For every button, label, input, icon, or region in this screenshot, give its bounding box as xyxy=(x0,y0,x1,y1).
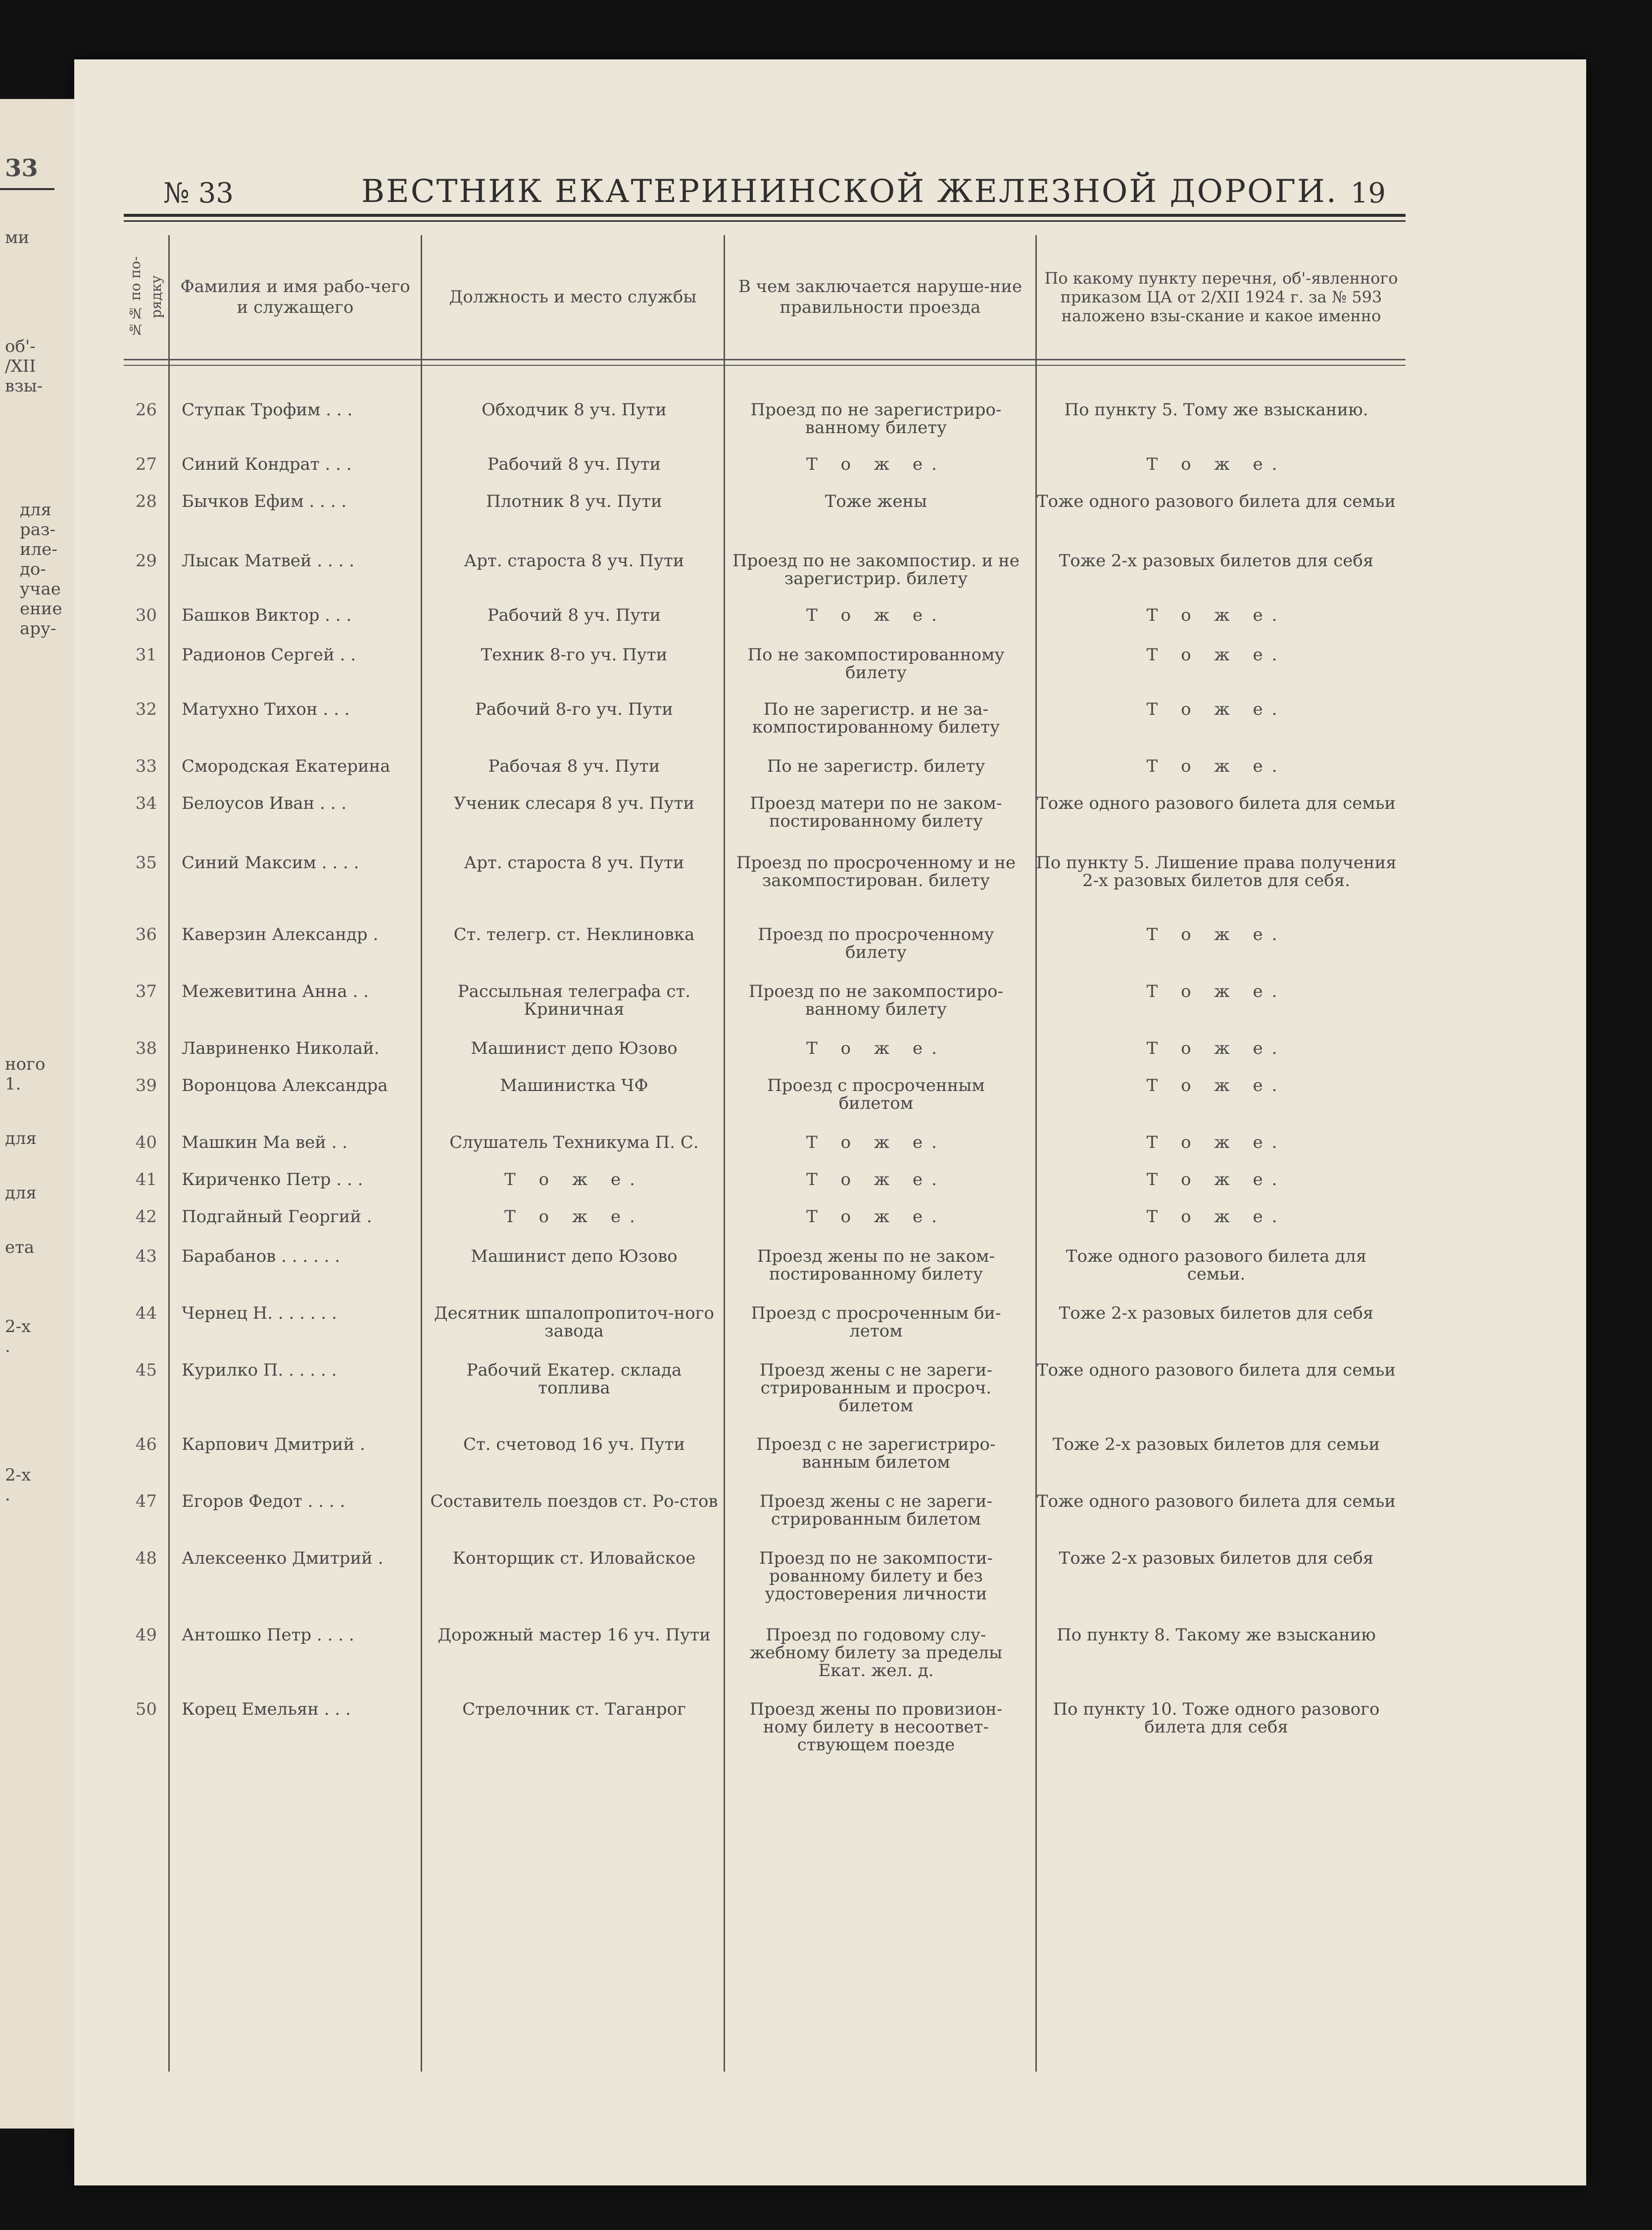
header-bottom-rule xyxy=(124,359,1406,360)
header-cell-position: Должность и место службы xyxy=(449,287,697,307)
row-number: 29 xyxy=(135,551,157,571)
row-name: Барабанов . . . . . . xyxy=(182,1246,340,1266)
row-number: 31 xyxy=(135,645,157,665)
row-number: 35 xyxy=(135,853,157,873)
row-position: Стрелочник ст. Таганрог xyxy=(462,1699,686,1719)
adjacent-text-fragment: ение xyxy=(20,599,62,619)
row-violation: Проезд жены по не заком-постированному билету xyxy=(757,1246,995,1284)
adjacent-text-fragment: ми xyxy=(5,228,30,248)
row-penalty: Тоже 2-х разовых билетов для семьи xyxy=(1052,1435,1380,1454)
row-name: Алексеенко Дмитрий . xyxy=(182,1548,384,1568)
adjacent-page-rule xyxy=(0,188,54,190)
column-divider xyxy=(724,235,725,2072)
column-divider xyxy=(168,235,170,2072)
adjacent-text-fragment: . xyxy=(5,1485,10,1505)
row-name: Чернец Н. . . . . . . xyxy=(182,1303,337,1323)
adjacent-text-fragment: иле- xyxy=(20,540,57,559)
row-number: 36 xyxy=(135,925,157,944)
row-penalty: Тоже одного разового билета для семьи xyxy=(1036,492,1396,511)
row-violation: Проезд по не закомпостир. и не зарегистрир. билету xyxy=(732,551,1020,589)
row-violation: Проезд жены с не зареги-стрированным билетом xyxy=(759,1491,993,1529)
row-violation: Проезд по не закомпости-рованному билету и без удостоверения личности xyxy=(759,1548,993,1604)
row-position: Десятник шпалопропиточ-ного завода xyxy=(434,1303,714,1341)
row-name: Бычков Ефим . . . . xyxy=(182,492,347,511)
row-name: Синий Кондрат . . . xyxy=(182,454,352,474)
row-position: Рабочий 8 уч. Пути xyxy=(487,454,661,474)
row-name: Антошко Петр . . . . xyxy=(182,1625,354,1645)
row-penalty: Тоже одного разового билета для семьи xyxy=(1036,793,1396,813)
row-number: 40 xyxy=(135,1133,157,1152)
row-name: Воронцова Александра xyxy=(182,1076,388,1095)
row-number: 34 xyxy=(135,793,157,813)
row-penalty: Т о ж е. xyxy=(1146,454,1286,474)
header-cell-violation: В чем заключается наруше-ние правильности проезда xyxy=(738,277,1022,317)
row-position: Дорожный мастер 16 уч. Пути xyxy=(437,1625,711,1645)
row-penalty: По пункту 5. Тому же взысканию. xyxy=(1064,400,1368,420)
row-position: Обходчик 8 уч. Пути xyxy=(482,400,667,420)
row-violation: Т о ж е. xyxy=(806,605,946,625)
row-violation: Т о ж е. xyxy=(806,1207,946,1227)
adjacent-text-fragment: для xyxy=(5,1129,37,1148)
row-penalty: Тоже 2-х разовых билетов для себя xyxy=(1059,551,1374,571)
row-penalty: Т о ж е. xyxy=(1146,756,1286,776)
row-position: Ст. телегр. ст. Неклиновка xyxy=(453,925,695,944)
row-violation: Т о ж е. xyxy=(806,1039,946,1058)
adjacent-text-fragment: /XII xyxy=(5,356,36,376)
row-position: Ученик слесаря 8 уч. Пути xyxy=(453,793,695,813)
row-number: 45 xyxy=(135,1360,157,1380)
row-violation: Проезд жены с не зареги-стрированным и просроч. билетом xyxy=(759,1360,993,1416)
row-name: Радионов Сергей . . xyxy=(182,645,356,665)
row-position: Ст. счетовод 16 уч. Пути xyxy=(463,1435,685,1454)
row-number: 50 xyxy=(135,1699,157,1719)
adjacent-text-fragment: для xyxy=(20,500,51,520)
row-name: Ступак Трофим . . . xyxy=(182,400,353,420)
row-position: Машинист депо Юзово xyxy=(471,1246,678,1266)
row-violation: По не закомпостированному билету xyxy=(747,645,1005,683)
row-position: Рабочий 8-го уч. Пути xyxy=(475,699,674,719)
row-violation: Проезд по не закомпостиро-ванному билету xyxy=(748,982,1004,1019)
row-number: 37 xyxy=(135,982,157,1001)
row-number: 49 xyxy=(135,1625,157,1645)
adjacent-text-fragment: 2-х xyxy=(5,1317,31,1337)
adjacent-text-fragment: 2-х xyxy=(5,1465,31,1485)
row-name: Подгайный Георгий . xyxy=(182,1207,372,1227)
row-violation: Проезд по годовому слу-жебному билету за пределы Екат. жел. д. xyxy=(749,1625,1003,1681)
adjacent-text-fragment: взы- xyxy=(5,376,43,396)
page-number: 19 xyxy=(1350,177,1386,209)
row-name: Каверзин Александр . xyxy=(182,925,379,944)
row-penalty: Т о ж е. xyxy=(1146,1170,1286,1189)
row-position: Рабочий 8 уч. Пути xyxy=(487,605,661,625)
row-position: Конторщик ст. Иловайское xyxy=(452,1548,696,1568)
row-name: Лавриненко Николай. xyxy=(182,1039,380,1058)
column-divider xyxy=(421,235,422,2072)
row-penalty: Т о ж е. xyxy=(1146,1133,1286,1152)
row-violation: Проезд с просроченным билетом xyxy=(767,1076,985,1113)
row-violation: По не зарегистр. и не за-компостированному билету xyxy=(752,699,1000,737)
row-name: Смородская Екатерина xyxy=(182,756,390,776)
row-name: Егоров Федот . . . . xyxy=(182,1491,345,1511)
row-violation: Проезд с не зарегистриро-ванным билетом xyxy=(756,1435,996,1472)
header-cell-penalty: По какому пункту перечня, об'-явленного приказом ЦА от 2/XII 1924 г. за № 593 наложено взы-скание и какое именно xyxy=(1044,269,1398,325)
row-penalty: Т о ж е. xyxy=(1146,699,1286,719)
header-rule-thick xyxy=(124,214,1406,217)
adjacent-text-fragment: для xyxy=(5,1183,37,1203)
row-position: Машинист депо Юзово xyxy=(471,1039,678,1058)
row-violation: Т о ж е. xyxy=(806,1170,946,1189)
adjacent-text-fragment: ного xyxy=(5,1054,46,1074)
row-position: Слушатель Техникума П. С. xyxy=(449,1133,699,1152)
adjacent-text-fragment: . xyxy=(5,1337,10,1356)
row-position: Плотник 8 уч. Пути xyxy=(486,492,662,511)
adjacent-text-fragment: ару- xyxy=(20,619,56,639)
row-penalty: По пункту 5. Лишение права получения 2-х разовых билетов для себя. xyxy=(1036,853,1397,891)
row-number: 41 xyxy=(135,1170,157,1189)
row-name: Машкин Ма вей . . xyxy=(182,1133,348,1152)
row-number: 47 xyxy=(135,1491,157,1511)
row-penalty: Т о ж е. xyxy=(1146,1207,1286,1227)
row-position: Т о ж е. xyxy=(504,1170,644,1189)
adjacent-text-fragment: 1. xyxy=(5,1074,21,1094)
row-violation: Проезд по просроченному и не закомпостирован. билету xyxy=(736,853,1016,891)
row-number: 42 xyxy=(135,1207,157,1227)
row-position: Рабочий Екатер. склада топлива xyxy=(466,1360,682,1398)
row-violation: Т о ж е. xyxy=(806,1133,946,1152)
row-number: 38 xyxy=(135,1039,157,1058)
row-name: Матухно Тихон . . . xyxy=(182,699,350,719)
row-violation: Проезд жены по провизион-ному билету в несоответ-ствующем поезде xyxy=(749,1699,1003,1755)
row-violation: Проезд по просроченному билету xyxy=(758,925,994,962)
journal-title: ВЕСТНИК ЕКАТЕРИНИНСКОЙ ЖЕЛЕЗНОЙ ДОРОГИ. xyxy=(361,173,1338,210)
row-violation: Проезд по не зарегистриро-ванному билету xyxy=(750,400,1002,438)
row-penalty: Тоже 2-х разовых билетов для себя xyxy=(1059,1303,1374,1323)
row-penalty: Т о ж е. xyxy=(1146,605,1286,625)
adjacent-page-fragment xyxy=(0,99,74,2129)
row-number: 32 xyxy=(135,699,157,719)
row-name: Кириченко Петр . . . xyxy=(182,1170,363,1189)
row-violation: По не зарегистр. билету xyxy=(767,756,985,776)
row-position: Техник 8-го уч. Пути xyxy=(481,645,668,665)
document-page xyxy=(74,59,1586,2185)
row-position: Арт. староста 8 уч. Пути xyxy=(464,551,684,571)
row-name: Курилко П. . . . . . xyxy=(182,1360,337,1380)
row-penalty: Т о ж е. xyxy=(1146,925,1286,944)
adjacent-text-fragment: до- xyxy=(20,559,46,579)
row-violation: Т о ж е. xyxy=(806,454,946,474)
row-name: Белоусов Иван . . . xyxy=(182,793,347,813)
row-position: Рабочая 8 уч. Пути xyxy=(488,756,660,776)
row-number: 43 xyxy=(135,1246,157,1266)
row-penalty: Тоже одного разового билета для семьи. xyxy=(1066,1246,1367,1284)
row-position: Рассыльная телеграфа ст. Криничная xyxy=(457,982,691,1019)
row-penalty: Т о ж е. xyxy=(1146,1076,1286,1095)
adjacent-text-fragment: раз- xyxy=(20,520,56,540)
row-name: Синий Максим . . . . xyxy=(182,853,359,873)
row-number: 44 xyxy=(135,1303,157,1323)
adjacent-text-fragment: учае xyxy=(20,579,61,599)
row-number: 46 xyxy=(135,1435,157,1454)
row-number: 39 xyxy=(135,1076,157,1095)
row-name: Корец Емельян . . . xyxy=(182,1699,351,1719)
row-name: Межевитина Анна . . xyxy=(182,982,369,1001)
adjacent-text-fragment: об'- xyxy=(5,337,36,356)
row-penalty: Т о ж е. xyxy=(1146,982,1286,1001)
row-penalty: По пункту 8. Такому же взысканию xyxy=(1057,1625,1376,1645)
header-bottom-rule-thin xyxy=(124,365,1406,366)
row-violation: Проезд с просроченным би-летом xyxy=(751,1303,1001,1341)
adjacent-page-issue: 33 xyxy=(5,154,38,182)
row-penalty: Т о ж е. xyxy=(1146,645,1286,665)
row-penalty: Тоже 2-х разовых билетов для себя xyxy=(1059,1548,1374,1568)
row-number: 27 xyxy=(135,454,157,474)
row-penalty: Т о ж е. xyxy=(1146,1039,1286,1058)
row-penalty: По пункту 10. Тоже одного разового билета для себя xyxy=(1053,1699,1380,1737)
scan-edge-mark xyxy=(1608,2106,1622,2136)
row-name: Карпович Дмитрий . xyxy=(182,1435,365,1454)
row-name: Лысак Матвей . . . . xyxy=(182,551,355,571)
row-name: Башков Виктор . . . xyxy=(182,605,352,625)
row-penalty: Тоже одного разового билета для семьи xyxy=(1036,1491,1396,1511)
row-position: Т о ж е. xyxy=(504,1207,644,1227)
row-number: 48 xyxy=(135,1548,157,1568)
header-rule-thin xyxy=(124,220,1406,222)
row-violation: Проезд матери по не заком-постированному билету xyxy=(750,793,1002,831)
row-violation: Тоже жены xyxy=(825,492,927,511)
adjacent-text-fragment: ета xyxy=(5,1238,35,1257)
row-position: Составитель поездов ст. Ро-стов xyxy=(430,1491,718,1511)
row-number: 33 xyxy=(135,756,157,776)
row-number: 28 xyxy=(135,492,157,511)
header-cell-name: Фамилия и имя рабо-чего и служащего xyxy=(180,277,410,317)
row-number: 26 xyxy=(135,400,157,420)
row-penalty: Тоже одного разового билета для семьи xyxy=(1036,1360,1396,1380)
header-cell-num: №№ по по-рядку xyxy=(127,256,164,338)
row-position: Машинистка ЧФ xyxy=(500,1076,648,1095)
issue-number: № 33 xyxy=(163,177,234,209)
row-number: 30 xyxy=(135,605,157,625)
row-position: Арт. староста 8 уч. Пути xyxy=(464,853,684,873)
